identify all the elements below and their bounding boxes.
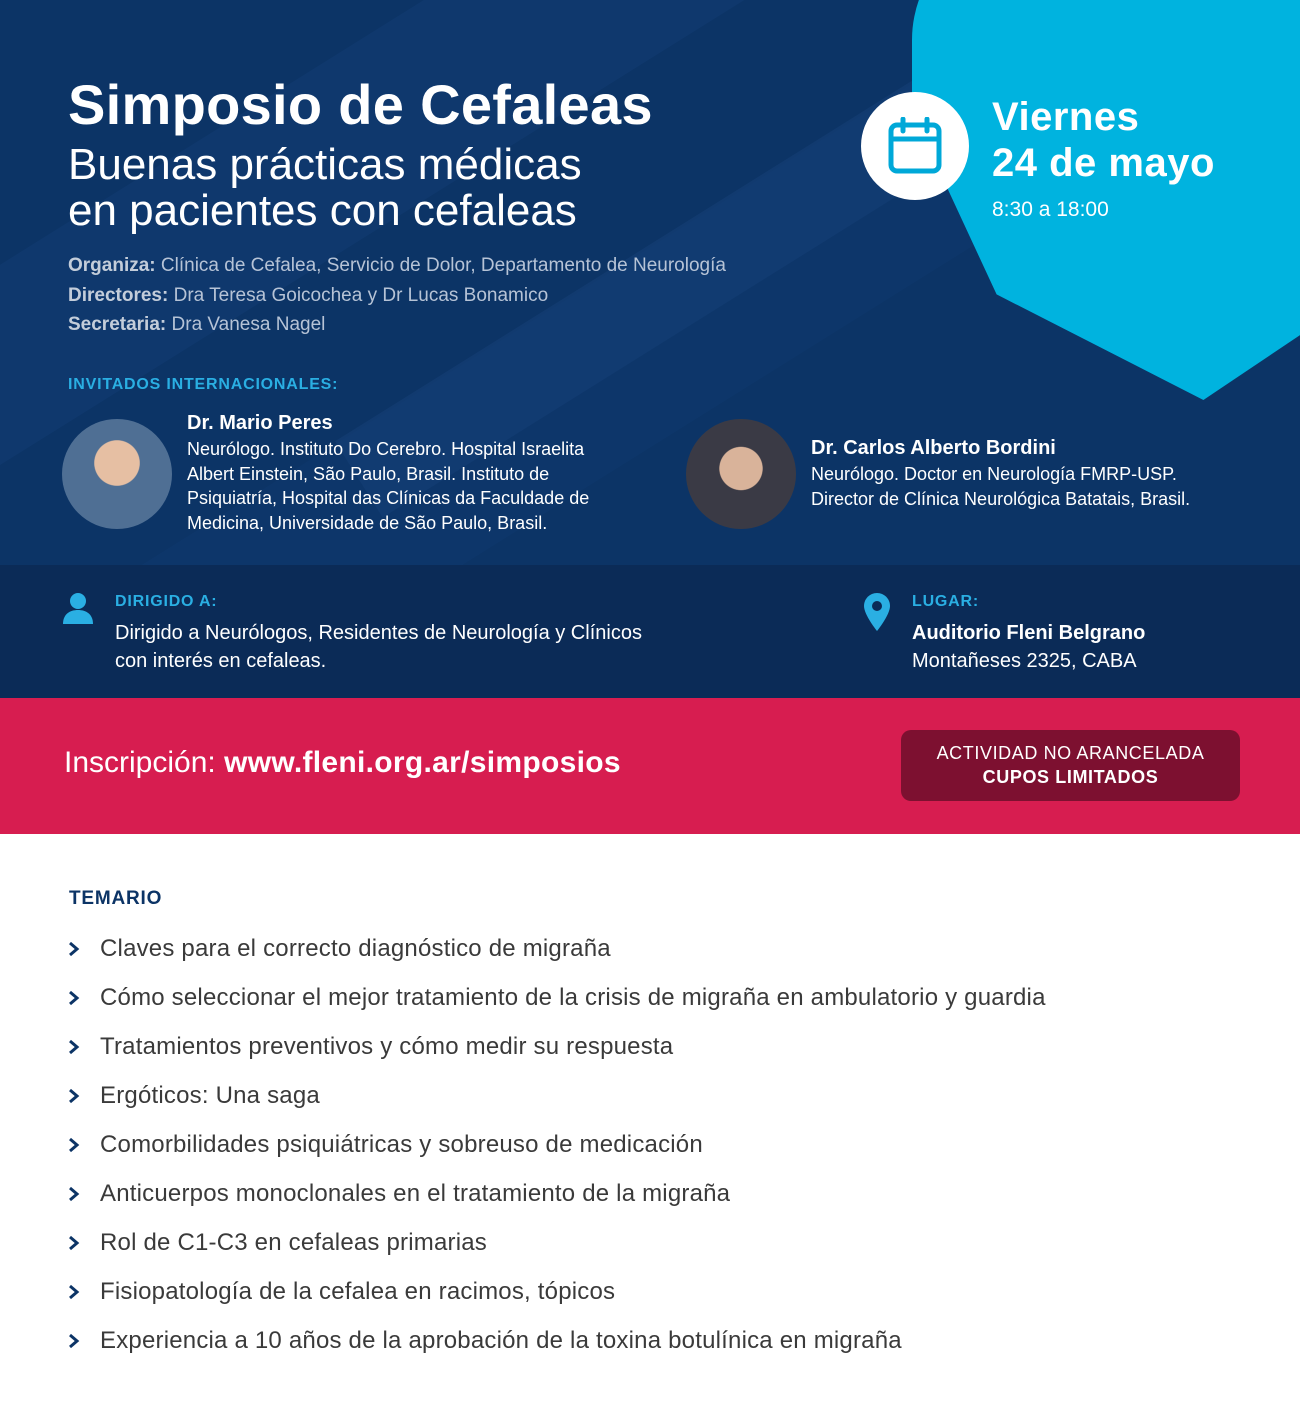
list-item <box>68 1022 1046 1071</box>
event-time: 8:30 a 18:00 <box>992 198 1109 221</box>
list-item <box>68 1218 1046 1267</box>
organizers-info <box>68 251 726 340</box>
chevron-right-icon <box>68 1088 100 1104</box>
guest-description-line: Neurólogo. Doctor en Neurología FMRP-USP. <box>811 464 1177 484</box>
chevron-right-icon <box>68 1284 100 1300</box>
list-item <box>68 924 1046 973</box>
page-subtitle <box>68 142 768 234</box>
guest-description-line: Psiquiatría, Hospital das Clínicas da Faculdade de <box>187 488 590 508</box>
topic-text: Experiencia a 10 años de la aprobación de la toxina botulínica en migraña <box>100 1326 902 1354</box>
info-label: Directores: <box>68 284 169 306</box>
calendar-icon <box>861 92 969 200</box>
organizer-row <box>68 251 726 281</box>
subtitle-line: Buenas prácticas médicas <box>68 140 582 189</box>
guests-label: INVITADOS INTERNACIONALES: <box>68 376 339 393</box>
info-label: Organiza: <box>68 255 156 276</box>
chevron-right-icon <box>68 1235 100 1251</box>
audience-label: DIRIGIDO A: <box>115 593 218 610</box>
guest-name: Dr. Mario Peres <box>187 412 333 434</box>
chevron-right-icon <box>68 941 100 957</box>
free-activity-badge <box>901 730 1240 801</box>
topic-text: Rol de C1-C3 en cefaleas primarias <box>100 1228 487 1256</box>
venue-text <box>912 619 1145 675</box>
registration-text <box>64 746 621 780</box>
topic-text: Tratamientos preventivos y cómo medir su respuesta <box>100 1032 674 1060</box>
topic-text: Cómo seleccionar el mejor tratamiento de la crisis de migraña en ambulatorio y guardia <box>100 983 1046 1011</box>
registration-link[interactable]: www.fleni.org.ar/simposios <box>224 746 621 779</box>
event-day: Viernes <box>992 95 1140 139</box>
guest-description-line: Director de Clínica Neurológica Batatais, Brasil. <box>811 488 1191 509</box>
chevron-right-icon <box>68 1333 100 1349</box>
list-item <box>68 1267 1046 1316</box>
info-value: Clínica de Cefalea, Servicio de Dolor, Departamento de Neurología <box>160 255 726 276</box>
info-value: Dra Vanesa Nagel <box>171 314 326 335</box>
topics-label: TEMARIO <box>69 888 163 909</box>
directors-row <box>68 281 726 311</box>
venue-label: LUGAR: <box>912 593 980 610</box>
topic-text: Ergóticos: Una saga <box>100 1081 320 1109</box>
topic-text: Claves para el correcto diagnóstico de migraña <box>100 934 611 962</box>
location-pin-icon <box>864 593 890 636</box>
subtitle-line: en pacientes con cefaleas <box>68 186 577 235</box>
badge-line: CUPOS LIMITADOS <box>982 767 1159 787</box>
chevron-right-icon <box>68 1186 100 1202</box>
event-date: 24 de mayo <box>992 141 1215 185</box>
guest-description <box>187 437 657 535</box>
list-item <box>68 1169 1046 1218</box>
info-label: Secretaria: <box>68 314 167 335</box>
list-item <box>68 973 1046 1022</box>
chevron-right-icon <box>68 1137 100 1153</box>
list-item <box>68 1316 1046 1365</box>
person-icon <box>62 592 94 629</box>
info-value: Dra Teresa Goicochea y Dr Lucas Bonamico <box>173 284 549 306</box>
guest-description-line: Neurólogo. Instituto Do Cerebro. Hospital Israelita <box>187 439 585 459</box>
guest-description-line: Medicina, Universidade de São Paulo, Brasil. <box>187 512 548 533</box>
registration-label: Inscripción: <box>64 746 216 779</box>
chevron-right-icon <box>68 990 100 1006</box>
list-item <box>68 1120 1046 1169</box>
topic-text: Anticuerpos monoclonales en el tratamiento de la migraña <box>100 1179 731 1207</box>
guest-photo-peres <box>62 419 172 529</box>
badge-line: ACTIVIDAD NO ARANCELADA <box>936 743 1205 763</box>
audience-line: con interés en cefaleas. <box>115 650 327 672</box>
guest-description-line: Albert Einstein, São Paulo, Brasil. Instituto de <box>187 463 550 484</box>
list-item <box>68 1071 1046 1120</box>
page-title: Simposio de Cefaleas <box>68 73 653 136</box>
topics-list <box>68 924 1046 1365</box>
guest-name: Dr. Carlos Alberto Bordini <box>811 437 1056 459</box>
topic-text: Fisiopatología de la cefalea en racimos, tópicos <box>100 1277 616 1305</box>
audience-line: Dirigido a Neurólogos, Residentes de Neurología y Clínicos <box>115 622 642 644</box>
topic-text: Comorbilidades psiquiátricas y sobreuso de medicación <box>100 1130 703 1158</box>
guest-photo-bordini <box>686 419 796 529</box>
venue-name: Auditorio Fleni Belgrano <box>912 622 1146 644</box>
audience-text <box>115 619 642 675</box>
venue-address: Montañeses 2325, CABA <box>912 650 1137 672</box>
secretary-row <box>68 310 726 340</box>
guest-description <box>811 462 1281 511</box>
chevron-right-icon <box>68 1039 100 1055</box>
